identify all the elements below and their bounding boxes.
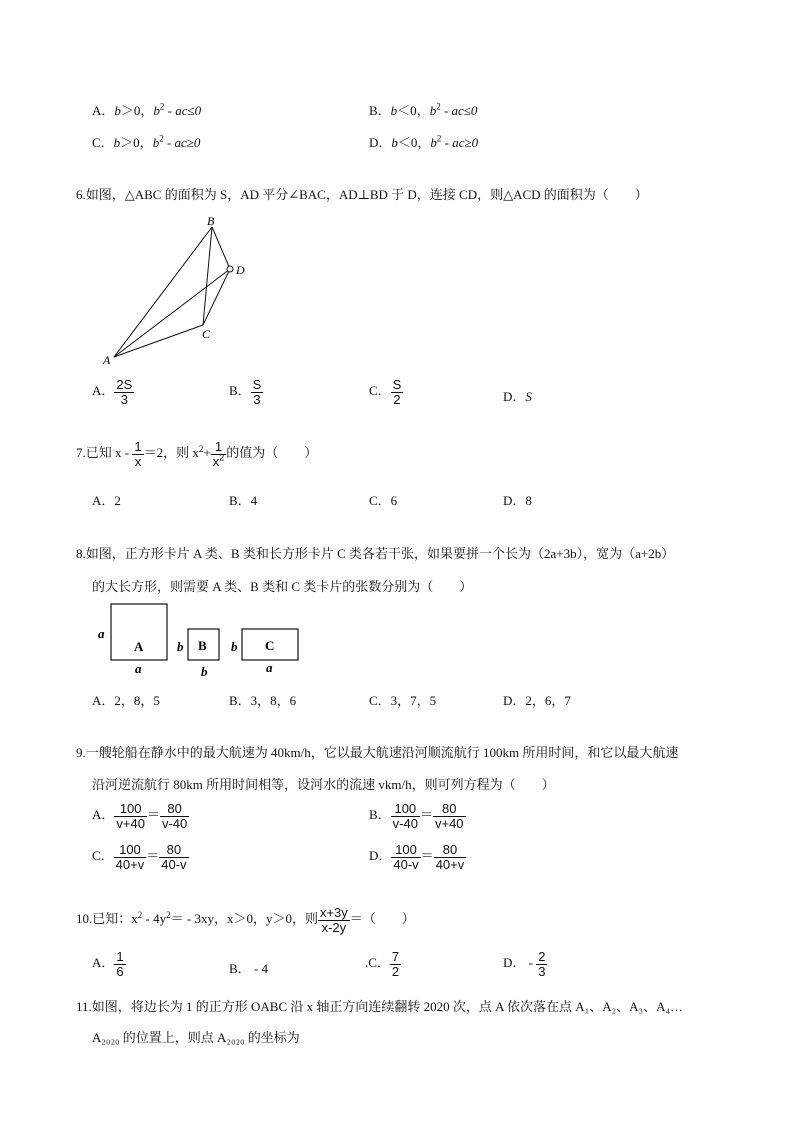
dim-b-bottom: b — [201, 664, 208, 679]
q10-option-a — [92, 950, 126, 978]
expression-rest: - ac≤0 — [164, 103, 202, 118]
var-b: b — [429, 103, 437, 118]
stem-text: ＝ - 3xy，x＞0，y＞0，则 — [170, 911, 318, 927]
q8-option-d: D．2，6，7 — [503, 693, 571, 708]
segment-bc — [203, 227, 212, 325]
option-letter: A． — [92, 103, 115, 118]
var-b: b — [390, 103, 398, 118]
exponent: 2 — [219, 452, 225, 463]
option-value: S — [525, 389, 532, 404]
expression-rest: - ac≥0 — [163, 135, 201, 150]
dim-a-bottom: a — [135, 661, 142, 676]
option-letter: A． — [92, 955, 115, 971]
var-b: b — [430, 135, 437, 150]
q8-option-b: B．3，8，6 — [229, 693, 297, 708]
dim-b-left-c: b — [231, 639, 238, 654]
var-b: b — [152, 135, 160, 150]
q5-option-c — [92, 132, 200, 151]
option-letter: C． — [369, 383, 391, 399]
fraction-denominator: 40+v — [115, 856, 145, 872]
fraction-denominator: v-40 — [392, 815, 418, 831]
q8-cards-figure — [94, 600, 310, 680]
var-b: b — [114, 103, 121, 118]
q9-option-c — [92, 843, 189, 871]
equals-sign: ＝ — [420, 848, 434, 864]
q7-option-b: B．4 — [229, 493, 258, 508]
q8-option-c: C．3，7，5 — [369, 693, 437, 708]
relation: ＞0， — [120, 135, 153, 150]
q10-option-c — [365, 950, 401, 978]
option-letter: D． — [503, 389, 526, 404]
stem-text: ＝2，则 x — [143, 445, 199, 461]
card-b-label: B — [198, 638, 207, 653]
q10-option-d — [503, 950, 547, 978]
dim-b-left: b — [177, 639, 184, 654]
fraction-numerator: S — [252, 377, 262, 392]
q9-option-b — [369, 802, 466, 830]
plus-sign: + — [203, 445, 211, 461]
exponent: 2 — [166, 909, 171, 920]
fraction-numerator: 100 — [391, 843, 420, 858]
fraction-numerator: 80 — [159, 843, 188, 858]
fraction-denominator: 2 — [391, 963, 400, 979]
fraction-denominator: 2 — [393, 391, 401, 407]
q11-stem-line2: A₂₀₂₀ 的位置上，则点 A₂₀₂₀ 的坐标为 — [92, 1030, 300, 1045]
option-letter: B． — [229, 961, 251, 976]
relation: ＞0， — [120, 103, 154, 118]
card-c-label: C — [265, 638, 275, 653]
q9-option-d — [369, 843, 466, 871]
label-d: D — [236, 263, 245, 277]
fraction-denominator: 3 — [253, 391, 261, 407]
q6-option-b — [229, 378, 263, 406]
q9-stem-line1: 9.一艘轮船在静水中的最大航速为 40km/h，它以最大航速沿河顺流航行 100km 所用时间，和它以最大航速 — [76, 745, 679, 760]
fraction-denominator: x-2y — [321, 919, 347, 935]
q8-option-a: A．2，8，5 — [92, 693, 160, 708]
option-letter: A． — [92, 807, 115, 823]
q6-stem: 6.如图，△ABC 的面积为 S，AD 平分∠BAC，AD⊥BD 于 D，连接 CD，则△ACD 的面积为（ ） — [76, 187, 648, 202]
fraction-denominator: x — [212, 453, 220, 469]
q5-option-a — [92, 100, 201, 119]
fraction-numerator: 1 — [134, 439, 142, 454]
q7-option-a: A．2 — [92, 493, 121, 508]
q7-option-d: D．8 — [503, 493, 532, 508]
fraction-numerator: 80 — [160, 802, 189, 817]
fraction-numerator: 100 — [391, 802, 420, 817]
q9-stem-line2: 沿河逆流航行 80km 所用时间相等，设河水的流速 vkm/h，则可列方程为（ ） — [92, 777, 555, 792]
label-b: B — [207, 214, 215, 228]
fraction-numerator: 1 — [211, 440, 227, 455]
option-letter: B． — [369, 807, 391, 823]
q6-triangle-figure — [96, 212, 256, 368]
fraction-denominator: 3 — [538, 963, 546, 979]
option-letter: B． — [229, 383, 251, 399]
fraction-numerator: x+3y — [319, 905, 348, 920]
q5-option-d — [369, 132, 478, 151]
q7-option-c: C．6 — [369, 493, 398, 508]
fraction-numerator: 100 — [114, 843, 147, 858]
q10-stem — [76, 906, 415, 934]
stem-text: 10.已知：x — [76, 911, 138, 927]
fraction-numerator: 2S — [116, 377, 133, 392]
fraction-numerator: 1 — [116, 949, 124, 964]
option-letter: D． — [369, 135, 392, 150]
fraction-numerator: 7 — [391, 949, 400, 964]
expression-rest: - ac≥0 — [441, 135, 479, 150]
var-b: b — [391, 135, 398, 150]
fraction-denominator: 40-v — [393, 856, 419, 872]
q7-stem — [76, 440, 317, 468]
point-d-marker — [227, 266, 233, 272]
exponent: 2 — [159, 133, 164, 144]
q6-option-a — [92, 378, 134, 406]
segment-ad — [114, 269, 230, 357]
option-letter: .C． — [365, 955, 390, 971]
q10-option-b — [229, 958, 268, 977]
stem-text: 的值为（ ） — [226, 445, 318, 461]
fraction-numerator: 100 — [114, 802, 147, 817]
q9-option-a — [92, 802, 189, 830]
option-letter: B． — [369, 103, 391, 118]
q6-option-d — [503, 386, 532, 405]
var-b: b — [153, 103, 160, 118]
label-a: A — [103, 353, 111, 367]
option-letter: D． — [369, 848, 392, 864]
option-letter: D． — [503, 955, 526, 971]
equals-sign: ＝ — [146, 807, 160, 823]
fraction-denominator: 3 — [120, 391, 128, 407]
fraction-denominator: 40+v — [435, 856, 465, 872]
q6-option-c — [369, 378, 403, 406]
dim-a-left: a — [98, 626, 105, 641]
segment-bd — [212, 227, 230, 269]
q5-option-b — [369, 100, 477, 119]
fraction-denominator: v-40 — [161, 815, 188, 831]
fraction-numerator: 2 — [538, 949, 546, 964]
segment-ab — [114, 227, 212, 357]
option-letter: C． — [92, 848, 114, 864]
stem-text: - 4y — [142, 911, 167, 927]
negative-sign: - — [525, 955, 537, 971]
fraction-numerator: 80 — [434, 843, 467, 858]
q8-stem-line2: 的大长方形，则需要 A 类、B 类和 C 类卡片的张数分别为（ ） — [92, 579, 473, 594]
equals-sign: ＝ — [146, 848, 160, 864]
stem-text: 7.已知 x - — [76, 445, 133, 461]
card-a-label: A — [134, 639, 144, 654]
fraction-denominator: v+40 — [116, 815, 145, 831]
relation: ＜0， — [397, 103, 430, 118]
q11-stem-line1: 11.如图，将边长为 1 的正方形 OABC 沿 x 轴正方向连续翻转 2020 次，点 A 依次落在点 A₁、A₂、A₃、A₄… — [76, 999, 683, 1014]
option-letter: C． — [92, 135, 114, 150]
segment-ac — [114, 325, 203, 357]
fraction-numerator: 80 — [433, 802, 466, 817]
option-value: - 4 — [250, 961, 269, 976]
relation: ＜0， — [397, 135, 431, 150]
fraction-numerator: S — [392, 377, 402, 392]
exponent: 2 — [198, 443, 204, 454]
fraction-denominator: 40-v — [161, 856, 187, 872]
exponent: 2 — [436, 133, 442, 144]
fraction-denominator: x — [134, 453, 142, 469]
option-letter: A． — [92, 383, 115, 399]
q8-stem-line1: 8.如图，正方形卡片 A 类、B 类和长方形卡片 C 类各若干张，如果要拼一个长为（2a+3b），宽为（a+2b） — [76, 546, 675, 561]
fraction-denominator: v+40 — [434, 815, 464, 831]
expression-rest: - ac≤0 — [440, 103, 478, 118]
var-b: b — [113, 135, 121, 150]
label-c: C — [202, 327, 211, 341]
fraction-denominator: 6 — [116, 963, 124, 979]
stem-text: ＝（ ） — [349, 911, 415, 927]
equals-sign: ＝ — [419, 807, 433, 823]
exponent: 2 — [137, 909, 143, 920]
exponent: 2 — [159, 101, 165, 112]
exponent: 2 — [436, 101, 441, 112]
dim-a-bottom-c: a — [266, 660, 273, 675]
